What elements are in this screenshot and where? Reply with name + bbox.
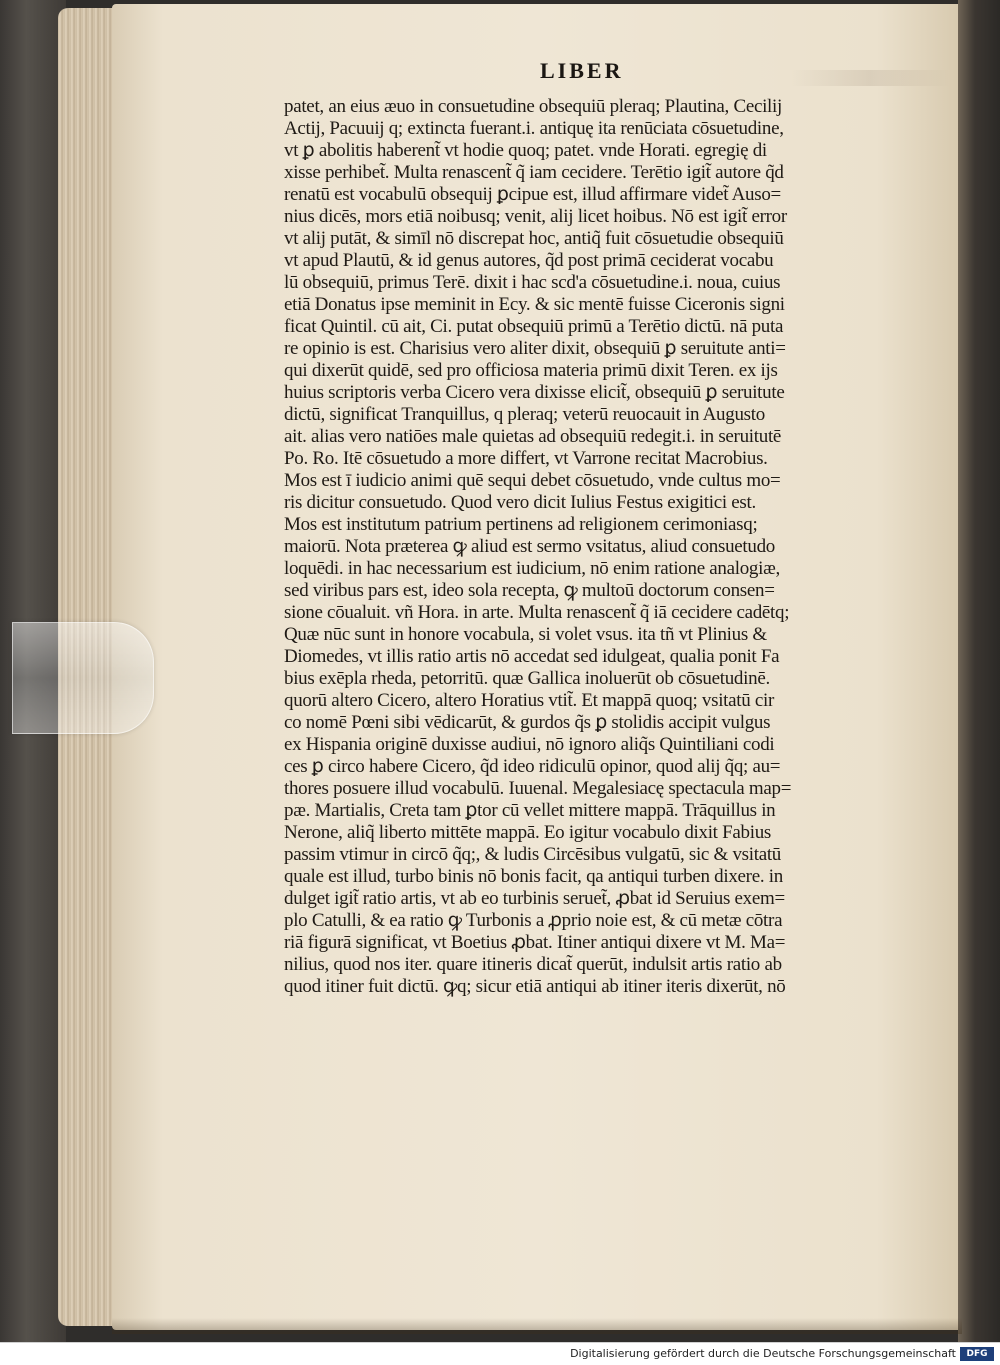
text-line: passim vtimur in circō q̃q;, & ludis Circēsibus vulgatū, sic & vsitatū: [284, 844, 782, 865]
text-line: vt apud Plautū, & id genus autores, q̃d post primā ceciderat vocabu: [284, 250, 774, 271]
text-line: patet, an eius æuo in consuetudine obsequiū pleraq; Plautina, Cecilij: [284, 96, 782, 117]
text-line: Actij, Pacuuij q; extincta fuerant.i. antiquę ita renūciata cōsuetudine,: [284, 118, 784, 139]
text-line: loquēdi. in hac necessarium est iudicium, nō enim ratione analogiæ,: [284, 558, 780, 579]
text-column: [284, 96, 938, 998]
text-line: dulget igit̃ ratio artis, vt ab eo turbinis seruet̃, ꝓbat id Seruius exem=: [284, 888, 785, 909]
text-line: ex Hispania originē duxisse audiui, nō ignoro aliq̃s Quintiliani codi: [284, 734, 775, 755]
text-line: renatū est vocabulū obsequij ꝑcipue est, illud affirmare videt̃ Auso=: [284, 184, 781, 205]
text-line: vt alij putāt, & simīl nō discrepat hoc, antiq̃ fuit cōsuetudie obsequiū: [284, 228, 784, 249]
running-head: LIBER: [540, 58, 624, 83]
text-line: Nerone, aliq̃ liberto mittēte mappā. Eo igitur vocabulo dixit Fabius: [284, 822, 771, 843]
text-line: Mos est institutum patrium pertinens ad religionem cerimoniasq;: [284, 514, 758, 535]
text-line: Mos est ī iudicio animi quē sequi debet cōsuetudo, vnde cultus mo=: [284, 470, 781, 491]
text-line: pæ. Martialis, Creta tam ꝑtor cū vellet mittere mappā. Trāquillus in: [284, 800, 776, 821]
text-line: plo Catulli, & ea ratio ꝙ Turbonis a ꝓprio noie est, & cū metæ cōtra: [284, 910, 783, 931]
text-line: bius exēpla rheda, petorritū. quæ Gallica inoluerūt ob cōsuetudinē.: [284, 668, 770, 689]
dfg-logo-icon: DFG: [960, 1347, 994, 1361]
show-through-running-head: [790, 70, 950, 86]
text-line: lū obsequiū, primus Terē. dixit i hac scd'a cōsuetudine.i. noua, cuius: [284, 272, 781, 293]
text-line: thores posuere illud vocabulū. Iuuenal. Megalesiacę spectacula map=: [284, 778, 792, 799]
text-line: ris dicitur consuetudo. Quod vero dicit Iulius Festus exigitici est.: [284, 492, 756, 513]
text-line: ces ꝑ circo habere Cicero, q̃d ideo ridiculū opinor, quod alij q̃q; au=: [284, 756, 781, 777]
page-bottom-shadow: [112, 1318, 962, 1334]
text-line: sed viribus pars est, ideo sola recepta, ꝙ multoū doctorum consen=: [284, 580, 775, 601]
text-line: xisse perhibet̃. Multa renascent̃ q̃ iam cecidere. Terētio igit̃ autore q̃d: [284, 162, 784, 183]
text-line: maiorū. Nota præterea ꝙ aliud est sermo vsitatus, aliud consuetudo: [284, 536, 775, 557]
text-line: vt ꝑ abolitis haberent̃ vt hodie quoq; patet. vnde Horati. egregię di: [284, 140, 767, 161]
text-line: riā figurā significat, vt Boetius ꝓbat. Itiner antiqui dixere vt M. Ma=: [284, 932, 786, 953]
text-line: ait. alias vero natiōes male quietas ad obsequiū redegit.i. in seruitutē: [284, 426, 782, 447]
text-line: nilius, quod nos iter. quare itineris dicat̃ querūt, indulsit artis ratio ab: [284, 954, 782, 975]
text-line: co nomē Pœni sibi vēdicarūt, & gurdos q̃s ꝑ stolidis accipit vulgus: [284, 712, 771, 733]
text-line: ficat Quintil. cū ait, Ci. putat obsequiū primū a Terētio dictū. nā puta: [284, 316, 784, 337]
text-line: Po. Ro. Itē cōsuetudo a more differt, vt Varrone recitat Macrobius.: [284, 448, 768, 469]
text-line: sione cōualuit. vñ Hora. in arte. Multa renascent̃ q̃ iā cecidere cadētq;: [284, 602, 790, 623]
text-line: Diomedes, vt illis ratio artis nō accedat sed idulgeat, qualia ponit Fa: [284, 646, 780, 667]
text-line: re opinio is est. Charisius vero aliter dixit, obsequiū ꝑ seruitute anti=: [284, 338, 786, 359]
text-line: quale est illud, turbo binis nō bonis facit, qa antiqui turben dixere. in: [284, 866, 783, 887]
text-line: dictū, significat Tranquillus, q pleraq; veterū reuocauit in Augusto: [284, 404, 765, 425]
text-line: etiā Donatus ipse meminit in Ecy. & sic mentē fuisse Ciceronis signi: [284, 294, 785, 315]
footer-credit: Digitalisierung gefördert durch die Deutsche Forschungsgemeinschaft: [570, 1347, 956, 1360]
transparent-bookmark: [12, 622, 154, 734]
text-line: nius dicēs, mors etiā noibusq; venit, alij licet hoibus. Nō est igit̃ error: [284, 206, 787, 227]
text-line: quorū altero Cicero, altero Horatius vtit̃. Et mappā quoq; vsitatū cir: [284, 690, 775, 711]
footer-bar: [0, 1342, 1000, 1365]
book-right-edge: [958, 0, 1000, 1342]
text-line: Quæ nūc sunt in honore vocabula, si volet vsus. ita tñ vt Plinius &: [284, 624, 767, 645]
text-line: qui dixerūt quidē, sed pro officiosa materia primū dixit Teren. ex ijs: [284, 360, 778, 381]
text-line: huius scriptoris verba Cicero vera dixisse elicit̃, obsequiū ꝑ seruitute: [284, 382, 785, 403]
text-line: quod itiner fuit dictū. ꝙq; sicur etiā antiqui ab itiner iteris dixerūt, nō: [284, 976, 786, 997]
